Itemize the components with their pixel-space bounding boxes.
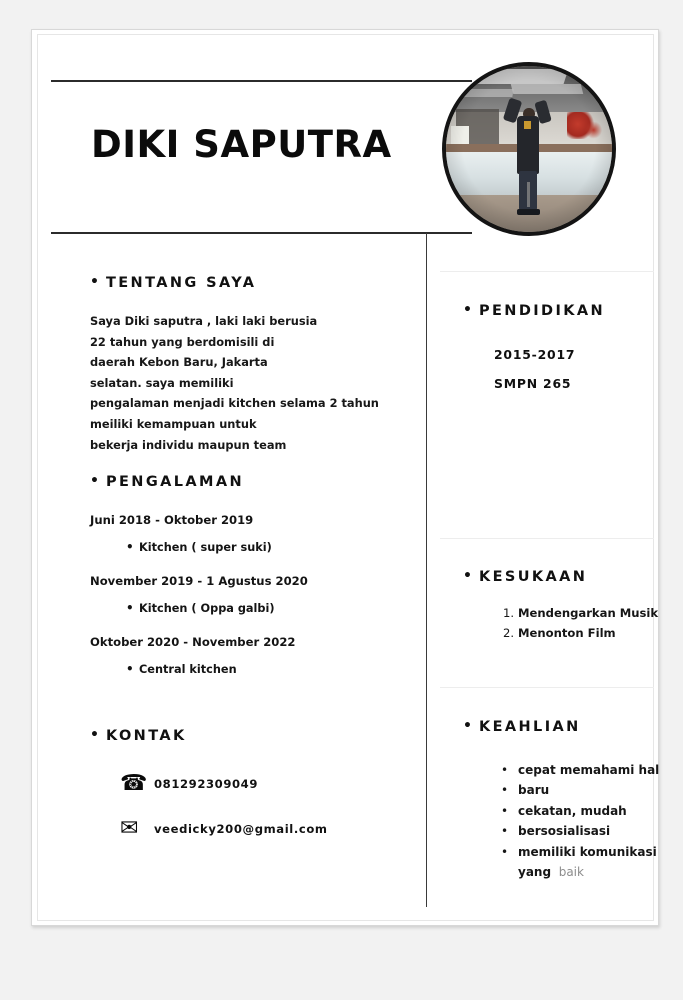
- list-item-label: baru: [518, 783, 550, 798]
- section-separator: [440, 538, 654, 539]
- bullet-icon: •: [501, 763, 509, 777]
- experience-entry: [90, 513, 420, 554]
- section-title-about: TENTANG SAYA: [105, 275, 257, 291]
- list-item-continuation: [518, 862, 659, 882]
- about-line: daerah Kebon Baru, Jakarta: [90, 355, 268, 370]
- phone-icon: ☎: [120, 771, 148, 796]
- bullet-icon: •: [126, 662, 134, 676]
- email-address[interactable]: veedicky200@gmail.com: [154, 822, 328, 836]
- resume-sheet-inner: [37, 34, 660, 921]
- bullet-icon: •: [463, 568, 472, 584]
- section-heading-skills: [463, 718, 581, 735]
- bullet-icon: •: [90, 727, 99, 743]
- about-line: meiliki kemampuan untuk: [90, 416, 257, 431]
- header-rule-top: [51, 80, 472, 82]
- list-item-label: cepat memahami hal: [518, 763, 660, 777]
- list-item: [501, 760, 659, 780]
- contact-phone[interactable]: [120, 773, 258, 795]
- list-item: [501, 801, 659, 821]
- about-line: 22 tahun yang berdomisili di: [90, 334, 275, 349]
- experience-role: [126, 662, 420, 676]
- bullet-icon: •: [126, 540, 134, 554]
- bullet-icon: •: [501, 824, 509, 839]
- experience-date: November 2019 - 1 Agustus 2020: [90, 574, 308, 588]
- bullet-icon: •: [463, 718, 472, 734]
- interests-list: [503, 603, 658, 643]
- section-heading-contact: [90, 727, 187, 744]
- section-heading-interests: [463, 568, 587, 585]
- experience-role-label: Central kitchen: [139, 663, 237, 676]
- continuation-word-faint: baik: [558, 865, 584, 880]
- skills-list: [501, 760, 659, 882]
- contact-email[interactable]: [120, 818, 328, 840]
- bullet-icon: •: [501, 803, 509, 818]
- list-item-label: bersosialisasi: [518, 824, 611, 839]
- about-line: pengalaman menjadi kitchen selama 2 tahun: [90, 396, 379, 411]
- list-item-label: cekatan, mudah: [518, 803, 627, 818]
- list-item-label: Mendengarkan Musik: [518, 606, 659, 620]
- experience-date: Oktober 2020 - November 2022: [90, 635, 296, 649]
- list-item: [501, 842, 659, 862]
- list-item-label: Menonton Film: [518, 626, 616, 640]
- education-years: 2015-2017: [494, 347, 576, 362]
- section-title-skills: KEAHLIAN: [478, 719, 581, 735]
- resume-sheet: [31, 29, 659, 926]
- experience-role: [126, 540, 420, 554]
- section-title-interests: KESUKAAN: [478, 569, 588, 585]
- about-text: [90, 311, 420, 455]
- list-item: [501, 821, 659, 841]
- about-line: selatan. saya memiliki: [90, 375, 234, 390]
- list-number: 2.: [503, 626, 515, 640]
- bullet-icon: •: [501, 844, 509, 859]
- experience-entry: [90, 574, 420, 615]
- list-item-label: memiliki komunikasi: [518, 844, 657, 859]
- experience-role-label: Kitchen ( super suki): [139, 541, 272, 554]
- list-item: [503, 603, 658, 623]
- page-title: DIKI SAPUTRA: [91, 123, 392, 166]
- list-item: [501, 780, 659, 800]
- bullet-icon: •: [90, 473, 99, 489]
- bullet-icon: •: [501, 783, 509, 798]
- avatar: [442, 62, 616, 236]
- bullet-icon: •: [463, 302, 472, 318]
- section-heading-about: [90, 274, 256, 291]
- education-school: SMPN 265: [494, 376, 572, 391]
- bullet-icon: •: [126, 601, 134, 615]
- section-title-experience: PENGALAMAN: [105, 474, 244, 490]
- about-line: bekerja individu maupun team: [90, 437, 287, 452]
- about-line: Saya Diki saputra , laki laki berusia: [90, 314, 318, 328]
- section-heading-experience: [90, 473, 244, 490]
- section-separator: [440, 687, 654, 688]
- list-number: 1.: [503, 606, 515, 620]
- bullet-icon: •: [90, 274, 99, 290]
- continuation-word: yang: [518, 865, 552, 880]
- phone-number[interactable]: 081292309049: [154, 777, 259, 791]
- section-separator: [440, 271, 654, 272]
- section-title-contact: KONTAK: [105, 728, 187, 744]
- experience-entry: [90, 635, 420, 676]
- column-divider: [426, 233, 427, 907]
- experience-date: Juni 2018 - Oktober 2019: [90, 513, 254, 527]
- section-heading-education: [463, 302, 605, 319]
- experience-role: [126, 601, 420, 615]
- list-item: [503, 623, 658, 643]
- experience-role-label: Kitchen ( Oppa galbi): [139, 602, 275, 615]
- header-rule-bottom: [51, 232, 472, 234]
- avatar-photo: [446, 66, 612, 232]
- envelope-icon: ✉: [120, 816, 139, 841]
- section-title-education: PENDIDIKAN: [478, 303, 606, 319]
